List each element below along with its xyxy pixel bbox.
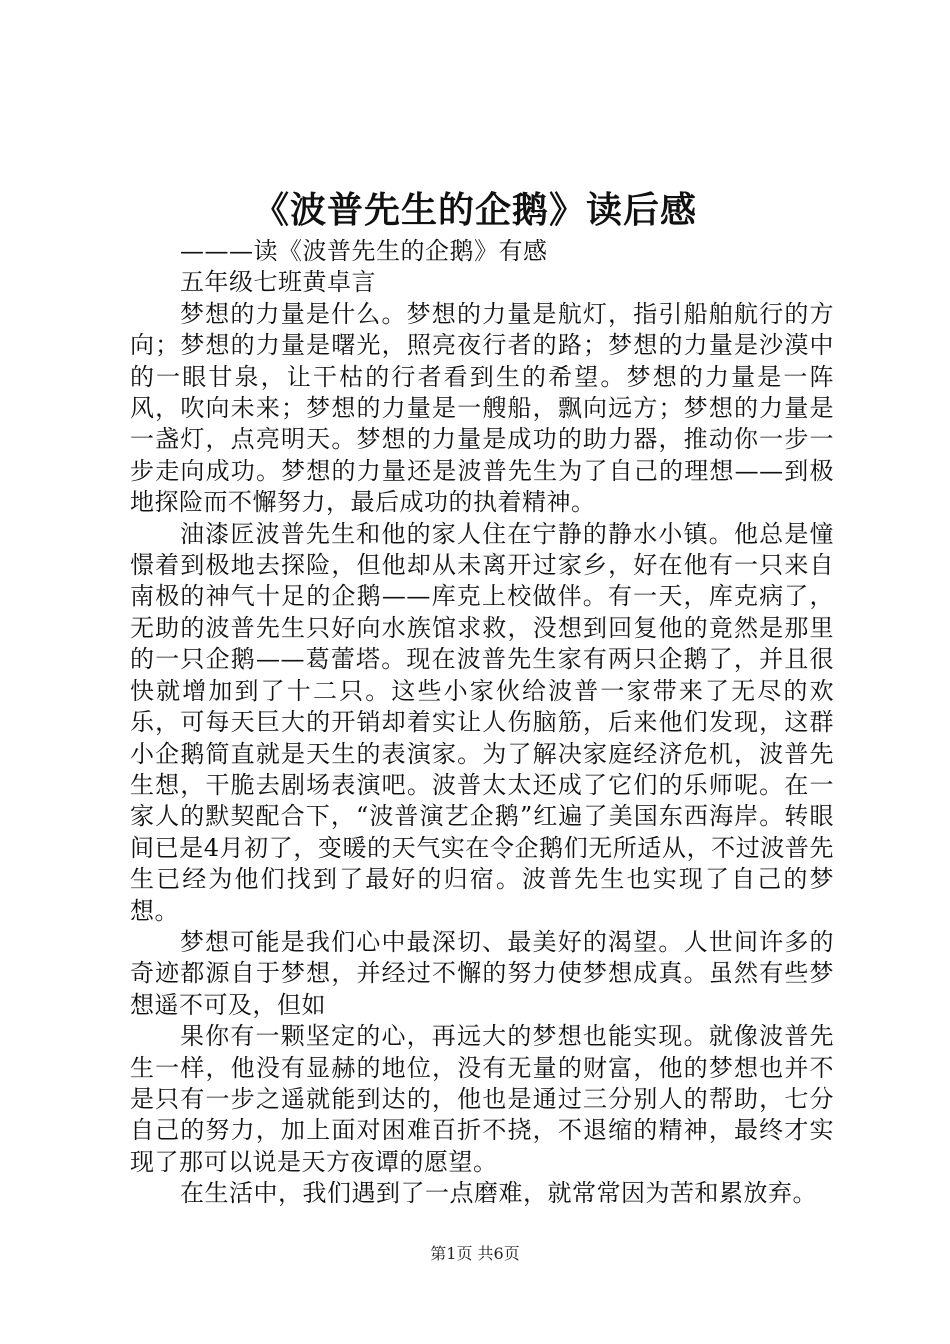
paragraph: 油漆匠波普先生和他的家人住在宁静的静水小镇。他总是憧憬着到极地去探险，但他却从未离开过家乡，好在他有一只来自南极的神气十足的企鹅——库克上校做伴。有一天，库克病了，无助的波普先生只好向水族馆求救，没想到回复他的竟然是那里的一只企鹅——葛蕾塔。现在波普先生家有两只企鹅了，并且很快就增加到了十二只。这些小家伙给波普一家带来了无尽的欢乐，可每天巨大的开销却着实让人伤脑筋，后来他们发现，这群小企鹅简直就是天生的表演家。为了解决家庭经济危机，波普先生想，干脆去剧场表演吧。波普太太还成了它们的乐师呢。在一家人的默契配合下，“波普演艺企鹅”红遍了美国东西海岸。转眼间已是4月初了，变暖的天气实在令企鹅们无所适从，不过波普先生已经为他们找到了最好的归宿。波普先生也实现了自己的梦想。: [130, 519, 834, 925]
paragraph: 在生活中，我们遇到了一点磨难，就常常因为苦和累放弃。: [180, 1179, 817, 1208]
document-body: [130, 236, 834, 1210]
paragraph: 梦想可能是我们心中最深切、最美好的渴望。人世间许多的奇迹都源自于梦想，并经过不懈的努力使梦想成真。虽然有些梦想遥不可及，但如: [130, 927, 834, 1019]
page-number-footer: 第1页 共6页: [430, 1244, 520, 1263]
document-title: 《波普先生的企鹅》读后感: [252, 189, 697, 231]
author-line: 五年级七班黄卓言: [180, 268, 376, 297]
subtitle-line: ———读《波普先生的企鹅》有感: [180, 237, 548, 265]
paragraph: 果你有一颗坚定的心，再远大的梦想也能实现。就像波普先生一样，他没有显赫的地位，没有无量的财富，他的梦想也并不是只有一步之遥就能到达的，他也是通过三分别人的帮助，七分自己的努力，加上面对困难百折不挠，不退缩的精神，最终才实现了那可以说是天方夜谭的愿望。: [130, 1022, 834, 1176]
paragraph: 梦想的力量是什么。梦想的力量是航灯，指引船舶航行的方向；梦想的力量是曙光，照亮夜行者的路；梦想的力量是沙漠中的一眼甘泉，让干枯的行者看到生的希望。梦想的力量是一阵风，吹向未来；梦想的力量是一艘船，飘向远方；梦想的力量是一盏灯，点亮明天。梦想的力量是成功的助力器，推动你一步一步走向成功。梦想的力量还是波普先生为了自己的理想——到极地探险而不懈努力，最后成功的执着精神。: [130, 299, 834, 517]
